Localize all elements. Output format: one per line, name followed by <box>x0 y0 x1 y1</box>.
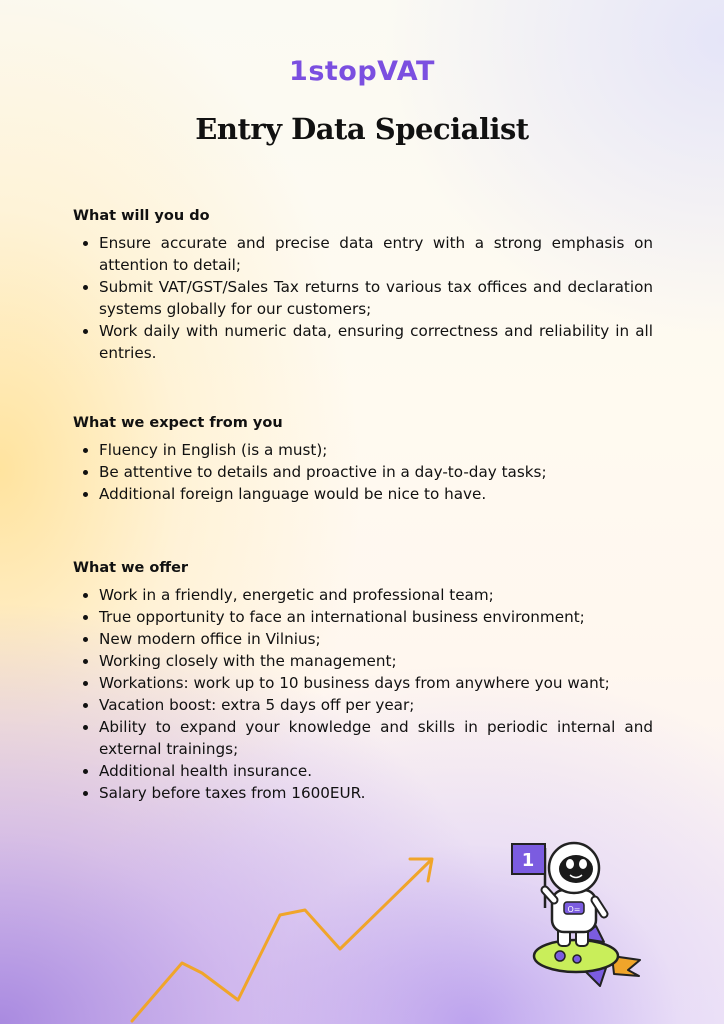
section-heading: What will you do <box>73 208 210 224</box>
section-heading: What we offer <box>73 560 189 576</box>
flag-number: 1 <box>521 850 535 871</box>
list-item: • Additional health insurance. <box>99 760 653 782</box>
job-title: Entry Data Specialist <box>195 112 529 146</box>
bullet-list <box>73 584 653 804</box>
list-item: • Additional foreign language would be nice to have. <box>99 483 653 505</box>
list-item: • Be attentive to details and proactive in a day-to-day tasks; <box>99 461 653 483</box>
bullet-list <box>73 232 653 364</box>
list-item: • Working closely with the management; <box>99 650 653 672</box>
list-item: • Submit VAT/GST/Sales Tax returns to various tax offices and declaration systems globally for our customers; <box>99 276 653 320</box>
bullet-list <box>73 439 653 505</box>
list-item: • New modern office in Vilnius; <box>99 628 653 650</box>
section-heading: What we expect from you <box>73 415 283 431</box>
list-item: • Ability to expand your knowledge and skills in periodic internal and external trainings; <box>99 716 653 760</box>
list-item: • Salary before taxes from 1600EUR. <box>99 782 653 804</box>
section-what-you-do <box>73 206 653 364</box>
brand-logo: 1stopVAT <box>289 56 435 87</box>
list-item: • Work in a friendly, energetic and professional team; <box>99 584 653 606</box>
list-item: • Fluency in English (is a must); <box>99 439 653 461</box>
suit-badge: O= <box>567 905 581 914</box>
list-item: • Work daily with numeric data, ensuring correctness and reliability in all entries. <box>99 320 653 364</box>
section-what-we-expect <box>73 413 653 505</box>
list-item: • Ensure accurate and precise data entry with a strong emphasis on attention to detail; <box>99 232 653 276</box>
list-item: • Vacation boost: extra 5 days off per year; <box>99 694 653 716</box>
list-item: • Workations: work up to 10 business days from anywhere you want; <box>99 672 653 694</box>
section-what-we-offer <box>73 558 653 804</box>
astronaut-on-rocket-icon <box>500 838 645 988</box>
list-item: • True opportunity to face an international business environment; <box>99 606 653 628</box>
growth-arrow-icon <box>120 845 450 1024</box>
